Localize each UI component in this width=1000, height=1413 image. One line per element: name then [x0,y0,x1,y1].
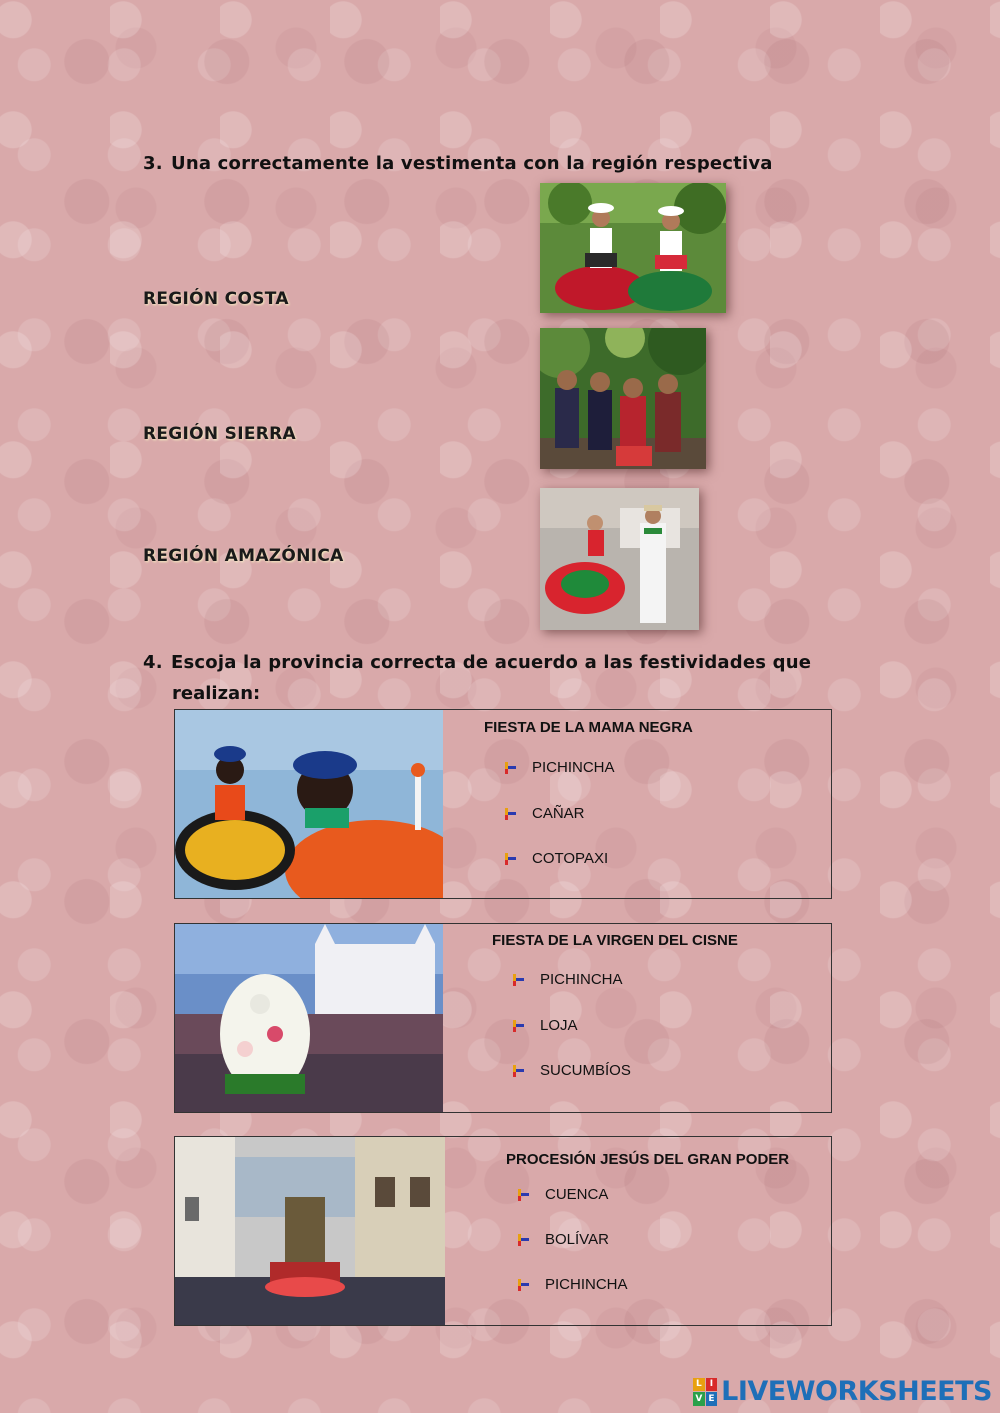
option-canar[interactable] [502,805,585,822]
amazonia-costume-photo[interactable] [540,328,706,469]
option-label: PICHINCHA [540,971,623,988]
question-text: Una correctamente la vestimenta con la región respectiva [171,153,773,174]
option-loja[interactable] [510,1017,578,1034]
option-label: PICHINCHA [532,759,615,776]
arrow-bullet-icon [502,760,518,776]
option-label: BOLÍVAR [545,1231,609,1248]
sierra-costume-photo[interactable] [540,183,726,313]
question-3-title [143,153,773,174]
option-label: CUENCA [545,1186,609,1203]
arrow-bullet-icon [510,1018,526,1034]
mama-negra-photo [175,710,443,898]
festival-card-mama-negra [174,709,832,899]
arrow-bullet-icon [510,1063,526,1079]
virgen-del-cisne-photo [175,924,443,1112]
option-pichincha[interactable] [502,759,615,776]
region-amazonica-label[interactable]: REGIÓN AMAZÓNICA [143,546,344,566]
region-sierra-label[interactable]: REGIÓN SIERRA [143,424,296,444]
arrow-bullet-icon [515,1232,531,1248]
option-pichincha[interactable] [515,1276,628,1293]
arrow-bullet-icon [502,806,518,822]
question-text-line1: Escoja la provincia correcta de acuerdo a las festividades que [171,652,812,673]
option-pichincha[interactable] [510,971,623,988]
arrow-bullet-icon [515,1187,531,1203]
option-sucumbios[interactable] [510,1062,631,1079]
logo-text: LIVEWORKSHEETS [721,1376,992,1407]
option-label: COTOPAXI [532,850,609,867]
arrow-bullet-icon [510,972,526,988]
option-cuenca[interactable] [515,1186,608,1203]
arrow-bullet-icon [502,851,518,867]
liveworksheets-logo[interactable] [693,1376,992,1407]
question-text-line2: realizan: [172,683,261,704]
arrow-bullet-icon [515,1277,531,1293]
festival-title: FIESTA DE LA VIRGEN DEL CISNE [492,932,738,949]
option-label: LOJA [540,1017,578,1034]
question-number: 4. [143,652,163,673]
festival-card-jesus-del-gran-poder [174,1136,832,1326]
option-cotopaxi[interactable] [502,850,608,867]
question-4-title [143,652,811,673]
option-label: PICHINCHA [545,1276,628,1293]
option-bolivar[interactable] [515,1231,609,1248]
costa-costume-photo[interactable] [540,488,699,630]
option-label: CAÑAR [532,805,585,822]
liveworksheets-logo-icon: L I V E [693,1378,717,1406]
festival-title: FIESTA DE LA MAMA NEGRA [484,719,693,736]
option-label: SUCUMBÍOS [540,1062,631,1079]
gran-poder-photo [175,1137,445,1325]
festival-title: PROCESIÓN JESÚS DEL GRAN PODER [506,1151,790,1168]
region-costa-label[interactable]: REGIÓN COSTA [143,289,289,309]
question-number: 3. [143,153,163,174]
festival-card-virgen-del-cisne [174,923,832,1113]
